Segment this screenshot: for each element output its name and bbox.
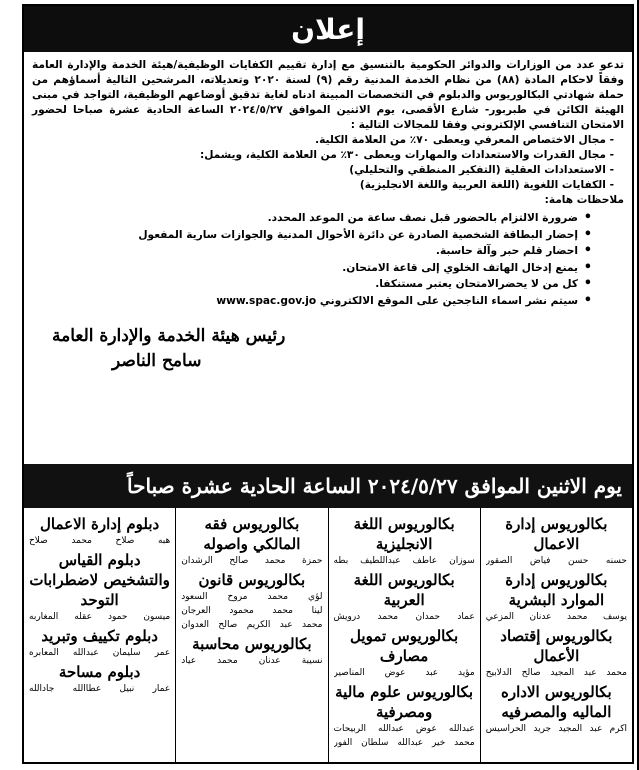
major-heading: بكالوريوس علوم مالية ومصرفية	[335, 683, 474, 721]
candidate-name: ميسون حمود عقله المغاربه	[29, 612, 171, 622]
major-heading: دبلوم إدارة الاعمال	[40, 515, 160, 533]
candidate-name: يوسف محمد عدنان المزعي	[485, 612, 627, 622]
note-item: • كل من لا يحضرالامتحان يعتبر مستنكفا.	[32, 276, 592, 293]
candidates-column	[175, 508, 327, 762]
exam-date-heading: يوم الاثنين الموافق ٢٠٢٤/٥/٢٧ الساعة الحادية عشرة صباحاً	[127, 474, 622, 498]
note-item: • سيتم نشر اسماء الناجحين على الموقع الالكتروني www.spac.gov.jo	[32, 293, 592, 310]
major-heading: دبلوم تكييف وتبريد	[41, 627, 158, 645]
candidate-name: عمر سليمان عبدالله المعابره	[29, 648, 171, 658]
candidate-name: عماد حمدان محمد درويش	[333, 612, 475, 622]
major-heading: بكالوريوس الاداره الماليه والمصرفيه	[501, 683, 612, 721]
signature-block	[24, 323, 632, 373]
announcement-title: إعلان	[291, 12, 365, 46]
candidate-name: سوزان عاطف عبداللطيف بطه	[333, 556, 475, 566]
note-item: • احضار قلم حبر وآلة حاسبة.	[32, 243, 592, 260]
major-heading: بكالوريوس قانون	[198, 571, 306, 589]
major-heading: بكالوريوس فقه المالكي واصوله	[203, 515, 301, 553]
note-item: • يمنع إدخال الهاتف الخلوي إلى قاعة الامتحان.	[32, 260, 592, 277]
candidate-name: محمد عبد الكريم صالح العدوان	[181, 620, 323, 630]
notes-title: ملاحظات هامة:	[544, 194, 624, 206]
exam-field: - الكفايات اللغوية (اللغة العربية واللغة الانجليزية)	[359, 179, 614, 191]
candidate-name: محمد خير عبدالله سلطان الفور	[333, 738, 475, 748]
major-heading: بكالوريوس إقتصاد الأعمال	[500, 627, 613, 665]
candidate-name: عبدالله عوض عبدالله الربيحات	[333, 724, 475, 734]
candidate-name: محمد عبد المجيد صالح الدلابيح	[485, 668, 627, 678]
note-item: • إحضار البطاقة الشخصية الصادرة عن دائرة الأحوال المدنية والجوازات سارية المفعول	[32, 227, 592, 244]
candidates-column	[480, 508, 632, 762]
candidate-name: اكرم عبد المجيد جريد الحراسيس	[485, 724, 627, 734]
exam-field: - مجال الاختصاص المعرفي ويعطى ٧٠٪ من العلامة الكلية.	[315, 134, 614, 146]
candidates-grid	[24, 508, 632, 762]
major-heading: بكالوريوس تمويل مصارف	[350, 627, 459, 665]
candidate-name: عمار نبيل عطاالله جادالله	[29, 684, 171, 694]
candidates-column	[328, 508, 480, 762]
candidate-name: لؤي محمد مروح السعود	[181, 592, 323, 602]
major-heading: بكالوريوس محاسبة	[192, 635, 312, 653]
candidate-name: حسنه حسن فياض الصقور	[485, 556, 627, 566]
candidate-name: هبه صلاح محمد صلاح	[29, 536, 171, 546]
major-heading: بكالوريوس إدارة الموارد البشرية	[505, 571, 608, 609]
major-heading: دبلوم مساحة	[58, 663, 141, 681]
exam-field: - مجال القدرات والاستعدادات والمهارات ويعطى ٣٠٪ من العلامة الكلية، ويشمل:	[199, 149, 614, 161]
candidate-name: حمزة محمد صالح الرشدان	[181, 556, 323, 566]
candidate-name: نسيبة عدنان محمد عياد	[181, 656, 323, 666]
candidate-name: مؤيد عبد عوض المناصير	[333, 668, 475, 678]
major-heading: بكالوريوس إدارة الاعمال	[505, 515, 608, 553]
major-heading: دبلوم القياس والتشخيص لاضطرابات التوحد	[29, 551, 170, 609]
title-band	[24, 6, 632, 52]
candidates-column	[24, 508, 175, 762]
announcement-frame	[22, 4, 634, 764]
intro-paragraph: تدعو عدد من الوزارات والدوائر الحكومية بالتنسيق مع إدارة تقييم الكفايات الوظيفية/هيئة الخدمة والإدارة العامة وفقاً لاحكام المادة (٨٨) من نظام الخدمة المدنية رقم (٩) لسنة ٢٠٢٠ وتعديلاته، المرشحين التالية أسماؤهم من حملة شهادتي البكالوريوس والدبلوم في التخصصات المبينة ادناه لغاية تدقيق أوضاعهم الوظيفية، التواجد في مبنى الهيئة الكائن في طبربور- شارع الأقصى، يوم الاثنين الموافق ٢٠٢٤/٥/٢٧ الساعة الحادية عشرة صباحا لحضور الامتحان التنافسي الإلكتروني وفقا للمجالات التالية :	[32, 59, 624, 131]
exam-fields	[24, 133, 632, 193]
exam-field: - الاستعدادات العقلية (التفكير المنطقي والتحليلي)	[349, 164, 614, 176]
note-item: • ضرورة الالتزام بالحضور قبل نصف ساعة من الموعد المحدد.	[32, 210, 592, 227]
signatory-name: سامح الناصر	[112, 351, 202, 371]
candidate-name: لينا محمد محمود العرجان	[181, 606, 323, 616]
signatory-title: رئيس هيئة الخدمة والإدارة العامة	[52, 326, 286, 346]
major-heading: بكالوريوس اللغة العربية	[353, 571, 455, 609]
date-band	[24, 464, 632, 508]
notes-list	[24, 208, 632, 309]
major-heading: بكالوريوس اللغة الانجليزية	[353, 515, 455, 553]
